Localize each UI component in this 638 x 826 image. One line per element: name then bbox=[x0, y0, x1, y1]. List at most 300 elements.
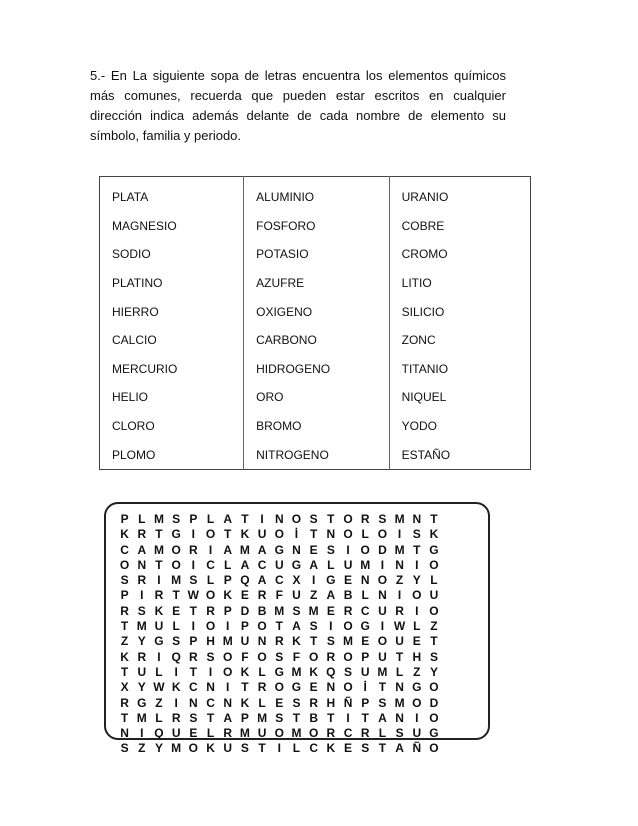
grid-letter: C bbox=[257, 557, 267, 572]
grid-letter: I bbox=[226, 680, 230, 695]
word-search-grid bbox=[116, 512, 443, 757]
grid-letter: N bbox=[326, 680, 336, 695]
grid-letter: O bbox=[429, 710, 439, 725]
grid-letter: I bbox=[260, 512, 264, 526]
grid-letter: R bbox=[189, 542, 198, 557]
grid-letter: E bbox=[309, 680, 318, 695]
grid-letter: A bbox=[223, 710, 233, 725]
grid-letter: S bbox=[275, 649, 284, 664]
grid-letter: Q bbox=[154, 726, 164, 741]
grid-letter: Ñ bbox=[412, 741, 422, 756]
grid-letter: G bbox=[171, 527, 181, 542]
grid-letter: N bbox=[189, 695, 198, 710]
grid-letter: N bbox=[395, 557, 404, 572]
grid-letter: C bbox=[189, 680, 198, 695]
grid-letter: G bbox=[291, 557, 302, 572]
grid-letter: I bbox=[157, 649, 161, 664]
grid-letter: T bbox=[155, 557, 163, 572]
grid-letter: K bbox=[240, 664, 250, 679]
grid-letter: K bbox=[240, 695, 250, 710]
grid-letter: İ bbox=[363, 680, 367, 695]
grid-letter: S bbox=[172, 634, 181, 649]
grid-letter: T bbox=[189, 664, 198, 679]
grid-letter: R bbox=[326, 649, 336, 664]
element-word: POTASIO bbox=[244, 240, 390, 269]
grid-letter: L bbox=[155, 664, 163, 679]
grid-letter: A bbox=[223, 542, 233, 557]
grid-letter: S bbox=[326, 634, 335, 649]
grid-letter: E bbox=[172, 603, 181, 618]
grid-row bbox=[116, 650, 443, 665]
grid-letter: Z bbox=[413, 664, 421, 679]
grid-letter: M bbox=[291, 664, 302, 679]
grid-letter: K bbox=[120, 649, 129, 664]
grid-letter: T bbox=[378, 680, 387, 695]
grid-letter: K bbox=[206, 741, 215, 756]
grid-letter: M bbox=[394, 695, 405, 710]
word-table-row bbox=[100, 326, 531, 355]
grid-letter: Ñ bbox=[343, 695, 353, 710]
grid-letter: S bbox=[361, 741, 370, 756]
grid-letter: T bbox=[309, 634, 318, 649]
grid-letter: S bbox=[137, 603, 146, 618]
grid-letter: O bbox=[412, 695, 422, 710]
grid-letter: U bbox=[378, 649, 387, 664]
grid-letter: L bbox=[361, 527, 369, 542]
grid-letter: O bbox=[205, 588, 216, 603]
grid-letter: R bbox=[206, 603, 215, 618]
word-table-row bbox=[100, 177, 531, 212]
grid-letter: K bbox=[326, 741, 336, 756]
grid-letter: L bbox=[361, 588, 369, 603]
grid-letter: W bbox=[153, 680, 165, 695]
grid-letter: H bbox=[412, 649, 422, 664]
grid-letter: T bbox=[309, 527, 318, 542]
grid-letter: N bbox=[412, 512, 422, 526]
grid-letter: P bbox=[120, 588, 129, 603]
grid-letter: T bbox=[378, 741, 387, 756]
grid-letter: A bbox=[257, 573, 267, 588]
grid-letter: P bbox=[223, 603, 232, 618]
element-word: PLATA bbox=[100, 177, 244, 212]
element-word: CARBONO bbox=[244, 326, 390, 355]
grid-letter: L bbox=[258, 695, 266, 710]
element-word: FOSFORO bbox=[244, 212, 390, 241]
element-word: HIERRO bbox=[100, 297, 244, 326]
grid-letter: O bbox=[429, 741, 439, 756]
grid-letter: U bbox=[154, 619, 164, 634]
grid-letter: S bbox=[395, 726, 404, 741]
grid-letter: M bbox=[291, 726, 302, 741]
grid-letter: G bbox=[326, 573, 336, 588]
grid-letter: M bbox=[153, 542, 164, 557]
grid-letter: S bbox=[120, 741, 129, 756]
grid-letter: R bbox=[171, 710, 181, 725]
grid-row bbox=[116, 558, 443, 573]
grid-letter: L bbox=[258, 664, 266, 679]
element-word: PLOMO bbox=[100, 440, 244, 469]
grid-letter: S bbox=[378, 695, 387, 710]
grid-letter: I bbox=[346, 542, 350, 557]
grid-letter: S bbox=[326, 542, 335, 557]
grid-letter: G bbox=[274, 542, 284, 557]
grid-letter: W bbox=[187, 588, 199, 603]
grid-letter: O bbox=[343, 527, 353, 542]
grid-letter: K bbox=[429, 527, 439, 542]
grid-letter: U bbox=[412, 726, 422, 741]
grid-letter: K bbox=[120, 527, 129, 542]
grid-letter: M bbox=[394, 542, 405, 557]
grid-letter: T bbox=[395, 649, 404, 664]
grid-letter: P bbox=[223, 573, 232, 588]
grid-letter: B bbox=[257, 603, 267, 618]
grid-letter: U bbox=[292, 588, 301, 603]
grid-letter: U bbox=[343, 557, 353, 572]
grid-letter: S bbox=[189, 573, 198, 588]
grid-letter: F bbox=[241, 649, 249, 664]
grid-letter: T bbox=[327, 512, 335, 526]
grid-letter: A bbox=[223, 512, 233, 526]
grid-letter: N bbox=[137, 557, 147, 572]
grid-letter: I bbox=[191, 527, 196, 542]
grid-letter: F bbox=[292, 649, 301, 664]
grid-letter: E bbox=[344, 573, 353, 588]
element-word: ORO bbox=[244, 383, 390, 412]
grid-letter: U bbox=[257, 527, 267, 542]
grid-letter: A bbox=[257, 542, 267, 557]
grid-letter: N bbox=[206, 680, 215, 695]
grid-letter: S bbox=[206, 649, 215, 664]
grid-letter: R bbox=[189, 649, 198, 664]
grid-letter: I bbox=[397, 588, 402, 603]
element-word: COBRE bbox=[389, 212, 530, 241]
grid-letter: D bbox=[429, 695, 439, 710]
word-table-row bbox=[100, 269, 531, 298]
grid-row bbox=[116, 588, 443, 603]
grid-letter: O bbox=[343, 512, 353, 526]
grid-row bbox=[116, 665, 443, 680]
grid-letter: Y bbox=[137, 634, 146, 649]
grid-letter: Y bbox=[412, 573, 421, 588]
grid-letter: C bbox=[206, 695, 215, 710]
grid-row bbox=[116, 604, 443, 619]
grid-letter: L bbox=[206, 726, 215, 741]
element-word: PLATINO bbox=[100, 269, 244, 298]
grid-letter: G bbox=[154, 634, 164, 649]
grid-letter: A bbox=[292, 619, 301, 634]
word-table-row bbox=[100, 440, 531, 469]
element-word: CROMO bbox=[389, 240, 530, 269]
grid-letter: O bbox=[274, 680, 284, 695]
grid-letter: C bbox=[274, 573, 284, 588]
grid-letter: M bbox=[274, 603, 285, 618]
grid-letter: O bbox=[188, 741, 199, 756]
grid-letter: H bbox=[326, 695, 336, 710]
grid-letter: C bbox=[360, 603, 370, 618]
grid-letter: S bbox=[120, 573, 129, 588]
element-word: BROMO bbox=[244, 412, 390, 441]
grid-letter: Z bbox=[120, 634, 129, 649]
grid-letter: O bbox=[257, 619, 267, 634]
grid-letter: K bbox=[154, 603, 164, 618]
grid-letter: G bbox=[274, 664, 284, 679]
grid-letter: C bbox=[309, 741, 318, 756]
grid-letter: T bbox=[258, 741, 266, 756]
element-word: MAGNESIO bbox=[100, 212, 244, 241]
grid-letter: N bbox=[274, 512, 284, 526]
grid-letter: O bbox=[171, 557, 181, 572]
grid-letter: L bbox=[327, 557, 335, 572]
grid-letter: N bbox=[378, 588, 387, 603]
grid-letter: M bbox=[153, 512, 164, 526]
grid-letter: I bbox=[140, 726, 144, 741]
grid-letter: T bbox=[172, 588, 180, 603]
grid-letter: I bbox=[157, 573, 161, 588]
grid-letter: A bbox=[137, 542, 147, 557]
grid-letter: I bbox=[415, 557, 419, 572]
grid-letter: G bbox=[137, 695, 147, 710]
grid-letter: E bbox=[361, 634, 370, 649]
grid-letter: P bbox=[361, 649, 370, 664]
grid-letter: R bbox=[137, 649, 147, 664]
grid-letter: P bbox=[240, 619, 249, 634]
grid-letter: E bbox=[344, 741, 353, 756]
grid-letter: E bbox=[412, 634, 421, 649]
grid-letter: O bbox=[274, 527, 284, 542]
grid-letter: U bbox=[240, 634, 250, 649]
grid-letter: O bbox=[257, 649, 267, 664]
grid-row bbox=[116, 543, 443, 558]
grid-letter: L bbox=[206, 573, 215, 588]
grid-letter: I bbox=[191, 619, 196, 634]
grid-letter: U bbox=[274, 557, 284, 572]
grid-letter: U bbox=[223, 741, 233, 756]
element-word: CALCIO bbox=[100, 326, 244, 355]
element-word: HIDROGENO bbox=[244, 355, 390, 384]
grid-letter: L bbox=[395, 664, 404, 679]
grid-letter: İ bbox=[294, 527, 299, 542]
grid-letter: L bbox=[138, 512, 146, 526]
grid-letter: X bbox=[292, 573, 301, 588]
grid-letter: M bbox=[257, 710, 268, 725]
grid-letter: R bbox=[120, 695, 129, 710]
grid-letter: W bbox=[393, 619, 406, 634]
grid-letter: T bbox=[224, 527, 232, 542]
grid-letter: T bbox=[120, 710, 129, 725]
word-table-row bbox=[100, 383, 531, 412]
grid-letter: L bbox=[378, 726, 387, 741]
grid-letter: Q bbox=[240, 573, 250, 588]
grid-letter: E bbox=[240, 588, 249, 603]
grid-letter: I bbox=[208, 542, 213, 557]
grid-letter: L bbox=[430, 573, 438, 588]
grid-letter: O bbox=[377, 634, 388, 649]
grid-letter: U bbox=[360, 664, 370, 679]
grid-letter: O bbox=[205, 619, 216, 634]
grid-letter: M bbox=[136, 710, 147, 725]
element-word: AZUFRE bbox=[244, 269, 390, 298]
grid-letter: S bbox=[412, 527, 421, 542]
grid-letter: K bbox=[309, 664, 318, 679]
grid-letter: A bbox=[240, 557, 250, 572]
grid-letter: O bbox=[429, 557, 439, 572]
grid-letter: R bbox=[120, 603, 129, 618]
grid-letter: S bbox=[189, 710, 198, 725]
grid-row bbox=[116, 696, 443, 711]
grid-letter: O bbox=[343, 680, 353, 695]
grid-letter: N bbox=[326, 527, 336, 542]
grid-letter: N bbox=[395, 710, 404, 725]
grid-letter: I bbox=[415, 603, 419, 618]
element-word: CLORO bbox=[100, 412, 244, 441]
grid-letter: O bbox=[274, 726, 284, 741]
grid-letter: L bbox=[206, 512, 215, 526]
grid-letter: O bbox=[119, 557, 130, 572]
grid-letter: M bbox=[343, 634, 354, 649]
grid-letter: P bbox=[189, 512, 198, 526]
word-table-row bbox=[100, 297, 531, 326]
grid-letter: P bbox=[361, 695, 370, 710]
grid-letter: L bbox=[155, 710, 163, 725]
element-word: SILICIO bbox=[389, 297, 530, 326]
element-word: MERCURIO bbox=[100, 355, 244, 384]
element-word: NITROGENO bbox=[244, 440, 390, 469]
grid-letter: O bbox=[377, 527, 388, 542]
grid-letter: R bbox=[274, 634, 284, 649]
grid-letter: Z bbox=[430, 619, 438, 634]
grid-letter: I bbox=[380, 619, 385, 634]
grid-letter: Y bbox=[154, 741, 163, 756]
grid-letter: U bbox=[137, 664, 147, 679]
grid-letter: R bbox=[326, 726, 336, 741]
grid-letter: M bbox=[239, 542, 250, 557]
grid-letter: R bbox=[154, 588, 164, 603]
grid-letter: M bbox=[308, 603, 319, 618]
element-word: TITANIO bbox=[389, 355, 530, 384]
grid-letter: T bbox=[206, 710, 215, 725]
element-word: LITIO bbox=[389, 269, 530, 298]
grid-letter: O bbox=[377, 573, 388, 588]
grid-letter: T bbox=[241, 512, 249, 526]
grid-letter: S bbox=[378, 512, 387, 526]
grid-letter: K bbox=[292, 634, 301, 649]
grid-letter: R bbox=[223, 726, 233, 741]
grid-letter: I bbox=[415, 710, 419, 725]
grid-letter: I bbox=[277, 741, 281, 756]
word-table-row bbox=[100, 240, 531, 269]
grid-letter: G bbox=[429, 726, 439, 741]
grid-letter: R bbox=[257, 588, 267, 603]
grid-letter: R bbox=[309, 695, 318, 710]
grid-letter: I bbox=[397, 527, 402, 542]
grid-row bbox=[116, 680, 443, 695]
grid-letter: X bbox=[120, 680, 129, 695]
grid-letter: I bbox=[191, 557, 196, 572]
grid-letter: E bbox=[275, 695, 284, 710]
grid-letter: U bbox=[378, 603, 387, 618]
word-list-table bbox=[99, 176, 531, 470]
grid-letter: Y bbox=[137, 680, 146, 695]
grid-letter: M bbox=[377, 664, 388, 679]
exercise-instructions: 5.- En La siguiente sopa de letras encuentra los elementos químicos más comunes, recuerda que pueden estar escritos en cualquier dirección indica además delante de cada nombre de elemento su símbolo, familia y periodo. bbox=[90, 68, 506, 143]
grid-letter: Z bbox=[155, 695, 163, 710]
grid-letter: T bbox=[430, 512, 438, 526]
grid-letter: E bbox=[189, 726, 198, 741]
grid-letter: R bbox=[257, 680, 267, 695]
grid-letter: O bbox=[291, 512, 302, 526]
grid-letter: S bbox=[292, 695, 301, 710]
grid-letter: O bbox=[223, 664, 233, 679]
grid-letter: M bbox=[171, 741, 182, 756]
grid-letter: M bbox=[222, 634, 233, 649]
grid-letter: N bbox=[223, 695, 233, 710]
grid-letter: O bbox=[205, 527, 216, 542]
grid-letter: U bbox=[257, 726, 267, 741]
grid-letter: T bbox=[275, 619, 283, 634]
grid-letter: I bbox=[346, 710, 350, 725]
grid-letter: I bbox=[380, 557, 385, 572]
grid-letter: L bbox=[172, 619, 180, 634]
grid-letter: C bbox=[343, 726, 353, 741]
grid-letter: G bbox=[429, 542, 439, 557]
grid-letter: P bbox=[240, 710, 249, 725]
element-word: ESTAÑO bbox=[389, 440, 530, 469]
grid-letter: T bbox=[361, 710, 369, 725]
grid-letter: L bbox=[292, 741, 301, 756]
grid-letter: I bbox=[174, 664, 178, 679]
grid-letter: K bbox=[223, 588, 233, 603]
grid-letter: P bbox=[189, 634, 198, 649]
grid-letter: P bbox=[120, 512, 129, 526]
element-word: NIQUEL bbox=[389, 383, 530, 412]
word-table-row bbox=[100, 355, 531, 384]
grid-letter: M bbox=[239, 726, 250, 741]
grid-letter: G bbox=[291, 680, 302, 695]
element-word: URANIO bbox=[389, 177, 530, 212]
grid-letter: O bbox=[171, 542, 181, 557]
grid-letter: O bbox=[343, 619, 353, 634]
grid-letter: B bbox=[343, 588, 353, 603]
grid-letter: R bbox=[360, 512, 370, 526]
grid-row bbox=[116, 527, 443, 542]
grid-letter: T bbox=[120, 664, 129, 679]
element-word: SODIO bbox=[100, 240, 244, 269]
grid-letter: O bbox=[360, 542, 370, 557]
grid-letter: S bbox=[275, 710, 284, 725]
grid-letter: R bbox=[360, 726, 370, 741]
element-word: OXIGENO bbox=[244, 297, 390, 326]
grid-letter: T bbox=[120, 619, 129, 634]
grid-letter: U bbox=[171, 726, 181, 741]
grid-row bbox=[116, 512, 443, 527]
grid-letter: Z bbox=[138, 741, 146, 756]
grid-letter: R bbox=[395, 603, 404, 618]
grid-letter: T bbox=[241, 680, 249, 695]
grid-letter: A bbox=[309, 557, 318, 572]
grid-letter: I bbox=[140, 588, 144, 603]
grid-letter: T bbox=[189, 603, 198, 618]
grid-letter: F bbox=[275, 588, 283, 603]
grid-letter: M bbox=[136, 619, 147, 634]
grid-letter: K bbox=[240, 527, 250, 542]
grid-letter: C bbox=[120, 542, 129, 557]
grid-letter: I bbox=[226, 619, 230, 634]
grid-letter: S bbox=[240, 741, 249, 756]
grid-row bbox=[116, 619, 443, 634]
grid-letter: N bbox=[257, 634, 267, 649]
grid-letter: R bbox=[343, 603, 353, 618]
element-word: ZONC bbox=[389, 326, 530, 355]
